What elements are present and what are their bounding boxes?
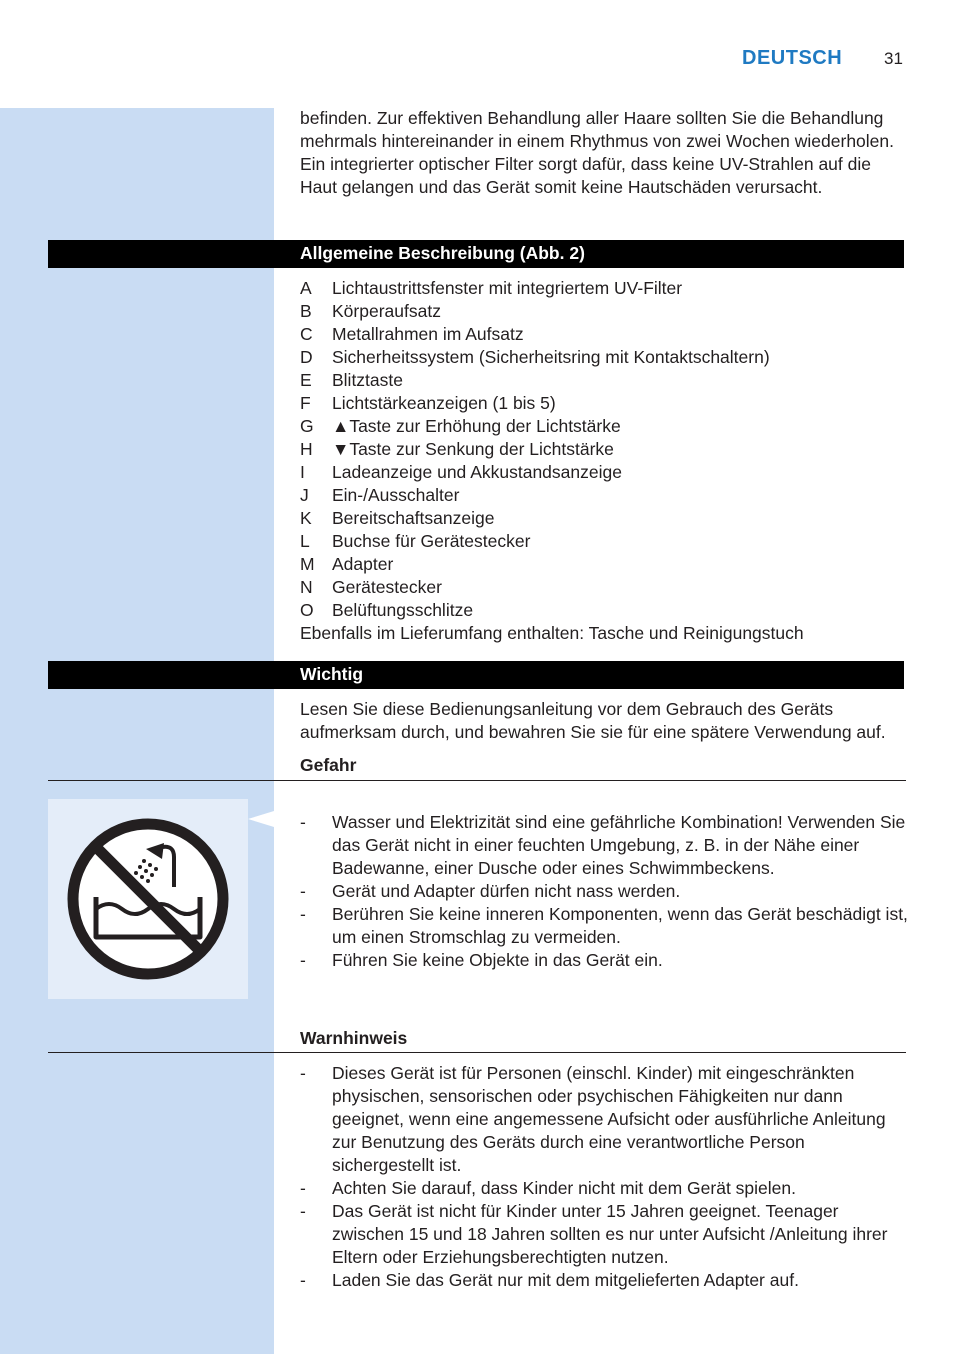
list-item: L Buchse für Gerätestecker [300,531,531,551]
parts-list [300,277,910,645]
no-water-bath-icon [48,799,248,999]
warning-list [300,1062,910,1292]
section-bar-general-description [48,240,904,268]
warning-icon-panel [48,799,248,999]
page-number: 31 [884,49,903,68]
list-item: - Das Gerät ist nicht für Kinder unter 15 Jahren geeignet. Teenager zwischen 15 und 18 Jahren sollten es nur unter Aufsicht /Anleitung ihrer Eltern oder Erziehungsberechtigten nutzen. [300,1201,888,1267]
list-item: - Gerät und Adapter dürfen nicht nass werden. [300,881,681,901]
divider [48,780,906,781]
section-title: Allgemeine Beschreibung (Abb. 2) [300,243,585,263]
intro-paragraph: befinden. Zur effektiven Behandlung aller Haare sollten Sie die Behandlung mehrmals hintereinander in einem Rhythmus von zwei Wochen wiederholen. [300,108,895,151]
warning-heading: Warnhinweis [300,1028,408,1048]
section-bar-important [48,661,904,689]
list-item: F Lichtstärkeanzeigen (1 bis 5) [300,393,556,413]
list-item: H ▼Taste zur Senkung der Lichtstärke [300,439,614,459]
important-intro: Lesen Sie diese Bedienungsanleitung vor dem Gebrauch des Geräts aufmerksam durch, und bewahren Sie sie für eine spätere Verwendung auf. [300,699,886,742]
divider [48,1052,906,1053]
list-item: I Ladeanzeige und Akkustandsanzeige [300,462,622,482]
danger-heading: Gefahr [300,755,357,775]
list-item: D Sicherheitssystem (Sicherheitsring mit Kontaktschaltern) [300,347,770,367]
list-item: C Metallrahmen im Aufsatz [300,324,524,344]
list-item: G ▲Taste zur Erhöhung der Lichtstärke [300,416,621,436]
section-title: Wichtig [300,664,364,684]
panel-pointer [248,811,274,827]
list-item: - Dieses Gerät ist für Personen (einschl. Kinder) mit eingeschränkten physischen, sensorischen oder psychischen Fähigkeiten nur dann geeignet, wenn eine angemessene Aufsicht oder ausführliche Anleitung zur Benutzung des Geräts durch eine verantwortliche Person sichergestellt ist. [300,1063,886,1175]
sidebar-band [0,108,274,1354]
language-label: DEUTSCH [742,47,843,69]
list-item: - Laden Sie das Gerät nur mit dem mitgelieferten Adapter auf. [300,1270,799,1290]
intro-paragraph: Ein integrierter optischer Filter sorgt dafür, dass keine UV-Strahlen auf die Haut gelangen und das Gerät somit keine Hautschäden verursacht. [300,154,871,197]
list-item: K Bereitschaftsanzeige [300,508,495,528]
list-item: - Wasser und Elektrizität sind eine gefährliche Kombination! Verwenden Sie das Gerät nicht in einer feuchten Umgebung, z. B. in der Nähe einer Badewanne, einer Dusche oder eines Schwimmbeckens. [300,812,906,878]
also-included-text: Ebenfalls im Lieferumfang enthalten: Tasche und Reinigungstuch [300,623,804,643]
list-item: - Berühren Sie keine inneren Komponenten, wenn das Gerät beschädigt ist, um einen Stromschlag zu vermeiden. [300,904,908,947]
list-item: J Ein-/Ausschalter [300,485,460,505]
intro-text [300,107,910,199]
list-item: A Lichtaustrittsfenster mit integriertem UV-Filter [300,278,683,298]
list-item: E Blitztaste [300,370,403,390]
list-item: - Führen Sie keine Objekte in das Gerät ein. [300,950,663,970]
list-item: O Belüftungsschlitze [300,600,474,620]
list-item: B Körperaufsatz [300,301,441,321]
list-item: - Achten Sie darauf, dass Kinder nicht mit dem Gerät spielen. [300,1178,796,1198]
danger-list [300,811,910,972]
list-item: N Gerätestecker [300,577,442,597]
list-item: M Adapter [300,554,394,574]
